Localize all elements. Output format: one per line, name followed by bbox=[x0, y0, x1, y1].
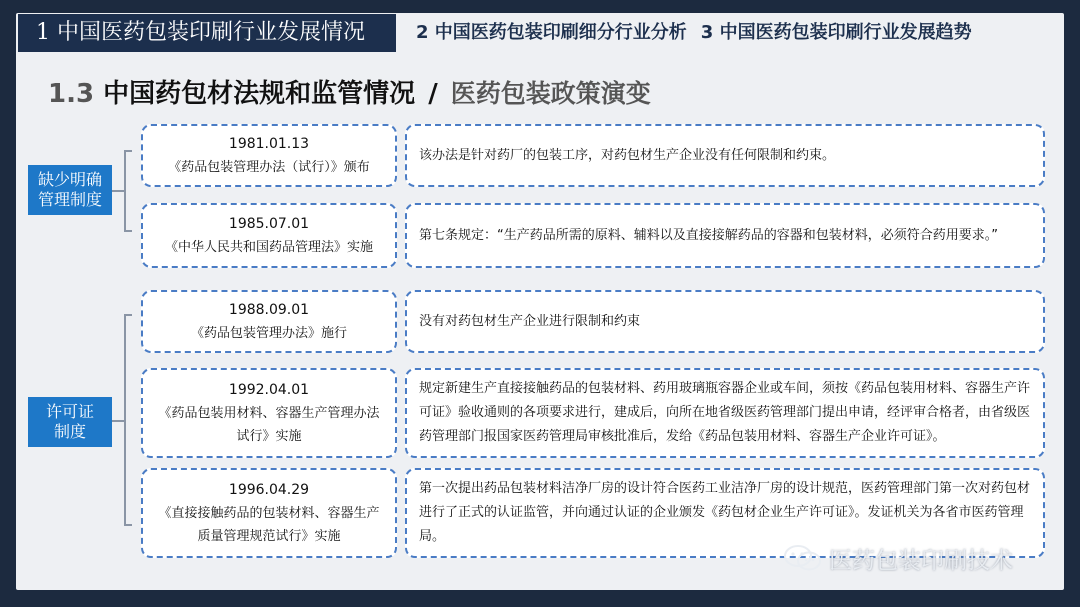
law-name-line2: 试行》实施 bbox=[236, 428, 302, 444]
watermark-text: 医药包装印刷技术 bbox=[829, 547, 1013, 574]
description-text: 第一次提出药品包装材料洁净厂房的设计符合医药工业洁净厂房的设计规范，医药管理部门第一次对药包材进行了正式的认证监管，并向通过认证的企业颁发《药包材企业生产许可证》。发证机关为各省市医药管理局。 bbox=[419, 481, 1031, 544]
group-bracket-2 bbox=[124, 314, 132, 526]
section-subtitle: 医药包装政策演变 bbox=[450, 79, 651, 108]
description-box-1985 bbox=[405, 203, 1045, 268]
category-label-line2: 管理制度 bbox=[37, 190, 102, 209]
section-title: 中国药包材法规和监管情况 bbox=[103, 79, 416, 109]
page-title bbox=[48, 74, 651, 114]
tab-segment-analysis[interactable]: 2 中国医药包装印刷细分行业分析 bbox=[416, 22, 687, 43]
law-name: 《药品包装管理办法（试行）》颁布 bbox=[168, 159, 370, 175]
group-bracket-1 bbox=[124, 150, 132, 232]
category-license-system bbox=[28, 397, 112, 447]
category-label-line1: 缺少明确 bbox=[37, 170, 102, 189]
law-date: 1981.01.13 bbox=[228, 135, 310, 152]
category-label-line2: 制度 bbox=[53, 422, 86, 441]
law-date: 1988.09.01 bbox=[228, 301, 310, 318]
law-box-1988 bbox=[141, 290, 397, 353]
law-name-line1: 《药品包装用材料、容器生产管理办法 bbox=[158, 405, 380, 421]
section-number: 1.3 bbox=[48, 79, 95, 109]
bracket-stub-2 bbox=[112, 420, 124, 422]
description-text: 该办法是针对药厂的包装工序，对药包材生产企业没有任何限制和约束。 bbox=[419, 147, 836, 163]
wechat-icon bbox=[783, 543, 823, 573]
tab-development-trend[interactable]: 3 中国医药包装印刷行业发展趋势 bbox=[700, 22, 972, 43]
category-no-clear-rules bbox=[28, 165, 112, 215]
law-name-line2: 质量管理规范试行》实施 bbox=[197, 528, 341, 544]
law-box-1985 bbox=[141, 203, 397, 268]
description-text: 没有对药包材生产企业进行限制和约束 bbox=[419, 313, 641, 329]
law-box-1992 bbox=[141, 368, 397, 458]
description-box-1992 bbox=[405, 368, 1045, 458]
description-box-1981 bbox=[405, 124, 1045, 187]
law-name-line1: 《直接接触药品的包装材料、容器生产 bbox=[158, 505, 380, 521]
law-date: 1996.04.29 bbox=[228, 481, 310, 498]
law-box-1981 bbox=[141, 124, 397, 187]
description-text: 第七条规定：“生产药品所需的原料、辅料以及直接接解药品的容器和包装材料，必须符合药用要求。” bbox=[419, 227, 998, 243]
law-box-1996 bbox=[141, 468, 397, 558]
description-box-1988 bbox=[405, 290, 1045, 353]
law-name: 《中华人民共和国药品管理法》实施 bbox=[164, 239, 373, 255]
law-name: 《药品包装管理办法》施行 bbox=[190, 325, 347, 341]
bracket-stub-1 bbox=[112, 190, 124, 192]
law-date: 1992.04.01 bbox=[228, 381, 310, 398]
watermark bbox=[783, 540, 1013, 576]
tab-bar bbox=[416, 18, 972, 48]
description-text: 规定新建生产直接接触药品的包装材料、药用玻璃瓶容器企业或车间，须按《药品包装用材料、容器生产许可证》验收通则的各项要求进行，建成后，向所在地省级医药管理部门提出申请，经评审合格者，由省级医药管理部门报国家医药管理局审核批准后，发给《药品包装用材料、容器生产企业许可证》。 bbox=[419, 381, 1031, 444]
category-label-line1: 许可证 bbox=[45, 402, 94, 421]
law-date: 1985.07.01 bbox=[228, 215, 310, 232]
title-separator: / bbox=[428, 79, 438, 109]
tab-development-status[interactable]: 1 中国医药包装印刷行业发展情况 bbox=[18, 14, 396, 52]
